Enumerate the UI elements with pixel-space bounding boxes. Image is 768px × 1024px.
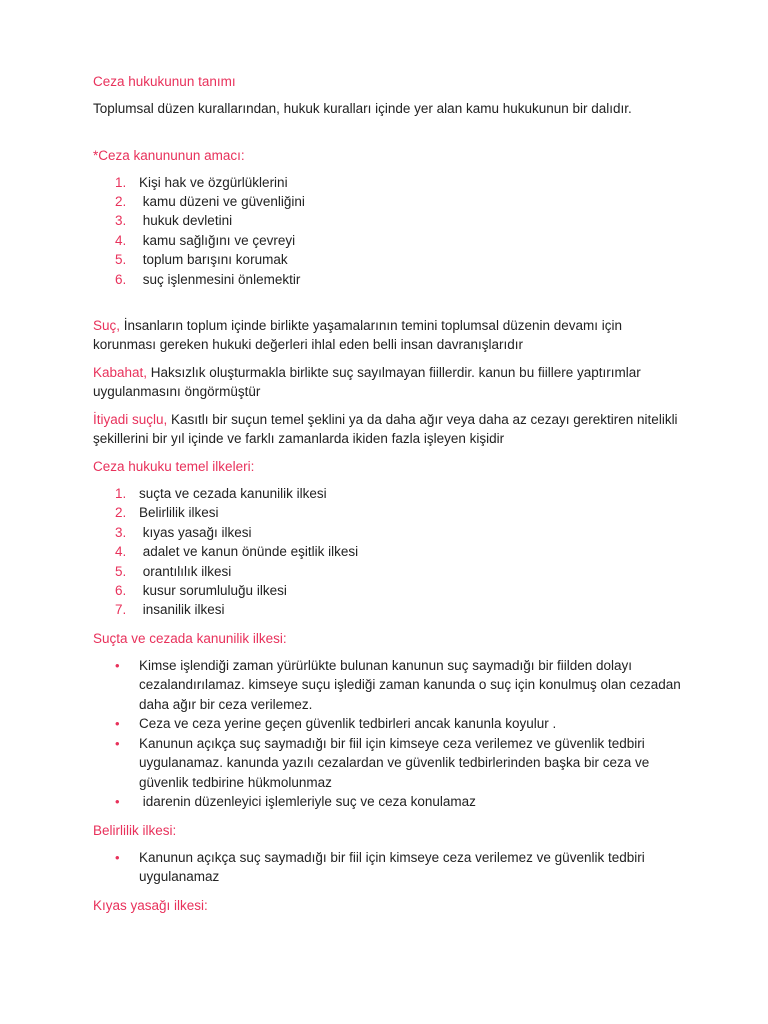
list-number: 3. xyxy=(115,524,127,540)
list-item xyxy=(93,542,683,561)
bullet-item-text: Kanunun açıkça suç saymadığı bir fiil için kimseye ceza verilemez ve güvenlik tedbiri uygulanamaz. kanunda yazılı cezalardan ve güvenlik tedbirlerinden başka bir ceza ve güvenlik tedbirine hükmolunmaz xyxy=(139,735,654,790)
bullet-item xyxy=(93,714,683,734)
kabahat-definition xyxy=(93,363,683,402)
list-number: 4. xyxy=(115,232,127,248)
bullet-item xyxy=(93,792,683,812)
suc-text: İnsanların toplum içinde birlikte yaşamalarının temini toplumsal düzenin devamı için korunması gereken hukuki değerleri ihlal eden belli insan davranışlarıdır xyxy=(93,317,623,353)
principles-heading: Ceza hukuku temel ilkeleri: xyxy=(93,458,255,474)
bullet-icon: • xyxy=(115,735,120,751)
list-item xyxy=(93,484,683,503)
list-number: 1. xyxy=(115,485,127,501)
list-item-text: suç işlenmesini önlemektir xyxy=(139,271,301,287)
list-item-text: Belirlilik ilkesi xyxy=(139,505,219,521)
legality-heading: Suçta ve cezada kanunilik ilkesi: xyxy=(93,630,287,646)
bullet-item xyxy=(93,656,683,715)
list-number: 5. xyxy=(115,252,127,268)
bullet-item xyxy=(93,734,683,793)
suc-lead: Suç, xyxy=(93,317,121,333)
list-number: 6. xyxy=(115,582,127,598)
bullet-icon: • xyxy=(115,849,120,865)
principles-list xyxy=(93,484,683,620)
certainty-list xyxy=(93,848,683,887)
legality-list xyxy=(93,656,683,812)
list-item-text: kamu düzeni ve güvenliğini xyxy=(139,193,305,209)
list-item-text: kıyas yasağı ilkesi xyxy=(139,524,252,540)
bullet-icon: • xyxy=(115,716,120,732)
purpose-list xyxy=(93,173,683,289)
definition-heading: Ceza hukukunun tanımı xyxy=(93,74,236,89)
list-item xyxy=(93,581,683,600)
bullet-item-text: Kimse işlendiği zaman yürürlükte bulunan kanunun suç saymadığı bir fiilden dolayı cezalandırılamaz. kimseye suçu işlediği zaman kanunda o suç için konulmuş olan cezadan daha ağır bir ceza verilemez. xyxy=(139,657,685,712)
list-item-text: insanilik ilkesi xyxy=(139,602,225,618)
itiyadi-lead: İtiyadi suçlu, xyxy=(93,411,168,427)
purpose-heading: *Ceza kanununun amacı: xyxy=(93,147,245,163)
certainty-heading: Belirlilik ilkesi: xyxy=(93,822,177,838)
list-item-text: kusur sorumluluğu ilkesi xyxy=(139,582,287,598)
list-item xyxy=(93,503,683,522)
list-item xyxy=(93,192,683,211)
bullet-item-text: idarenin düzenleyici işlemleriyle suç ve ceza konulamaz xyxy=(139,794,476,810)
analogy-heading: Kıyas yasağı ilkesi: xyxy=(93,897,208,913)
list-item xyxy=(93,231,683,250)
itiyadi-definition xyxy=(93,410,683,449)
list-item-text: kamu sağlığını ve çevreyi xyxy=(139,232,296,248)
list-number: 2. xyxy=(115,505,127,521)
list-number: 7. xyxy=(115,602,127,618)
list-number: 2. xyxy=(115,193,127,209)
list-number: 1. xyxy=(115,174,127,190)
list-item xyxy=(93,270,683,289)
list-item xyxy=(93,523,683,542)
list-item-text: orantılılık ilkesi xyxy=(139,563,232,579)
list-item xyxy=(93,562,683,581)
list-item xyxy=(93,250,683,269)
kabahat-text: Haksızlık oluşturmakla birlikte suç sayılmayan fiillerdir. kanun bu fiillere yaptırımlar uygulanmasını öngörmüştür xyxy=(93,364,641,400)
bullet-item-text: Kanunun açıkça suç saymadığı bir fiil için kimseye ceza verilemez ve güvenlik tedbiri uygulanamaz xyxy=(139,849,649,885)
list-item xyxy=(93,173,683,192)
kabahat-lead: Kabahat, xyxy=(93,364,148,380)
list-number: 3. xyxy=(115,213,127,229)
list-item-text: suçta ve cezada kanunilik ilkesi xyxy=(139,485,327,501)
list-item-text: adalet ve kanun önünde eşitlik ilkesi xyxy=(139,544,359,560)
document-page xyxy=(93,72,683,915)
list-number: 6. xyxy=(115,271,127,287)
list-item-text: hukuk devletini xyxy=(139,213,233,229)
definition-text: Toplumsal düzen kurallarından, hukuk kuralları içinde yer alan kamu hukukunun bir dalıdır. xyxy=(93,101,632,116)
list-item xyxy=(93,600,683,619)
bullet-item-text: Ceza ve ceza yerine geçen güvenlik tedbirleri ancak kanunla koyulur . xyxy=(139,716,557,732)
bullet-icon: • xyxy=(115,794,120,810)
itiyadi-text: Kasıtlı bir suçun temel şeklini ya da daha ağır veya daha az cezayı gerektiren nitelikli şekillerini bir yıl içinde ve farklı zamanlarda ikiden fazla işleyen kişidir xyxy=(93,411,678,447)
list-item-text: Kişi hak ve özgürlüklerini xyxy=(139,174,288,190)
bullet-icon: • xyxy=(115,657,120,673)
list-number: 5. xyxy=(115,563,127,579)
list-item xyxy=(93,211,683,230)
bullet-item xyxy=(93,848,683,887)
list-number: 4. xyxy=(115,544,127,560)
list-item-text: toplum barışını korumak xyxy=(139,252,288,268)
suc-definition xyxy=(93,316,683,355)
